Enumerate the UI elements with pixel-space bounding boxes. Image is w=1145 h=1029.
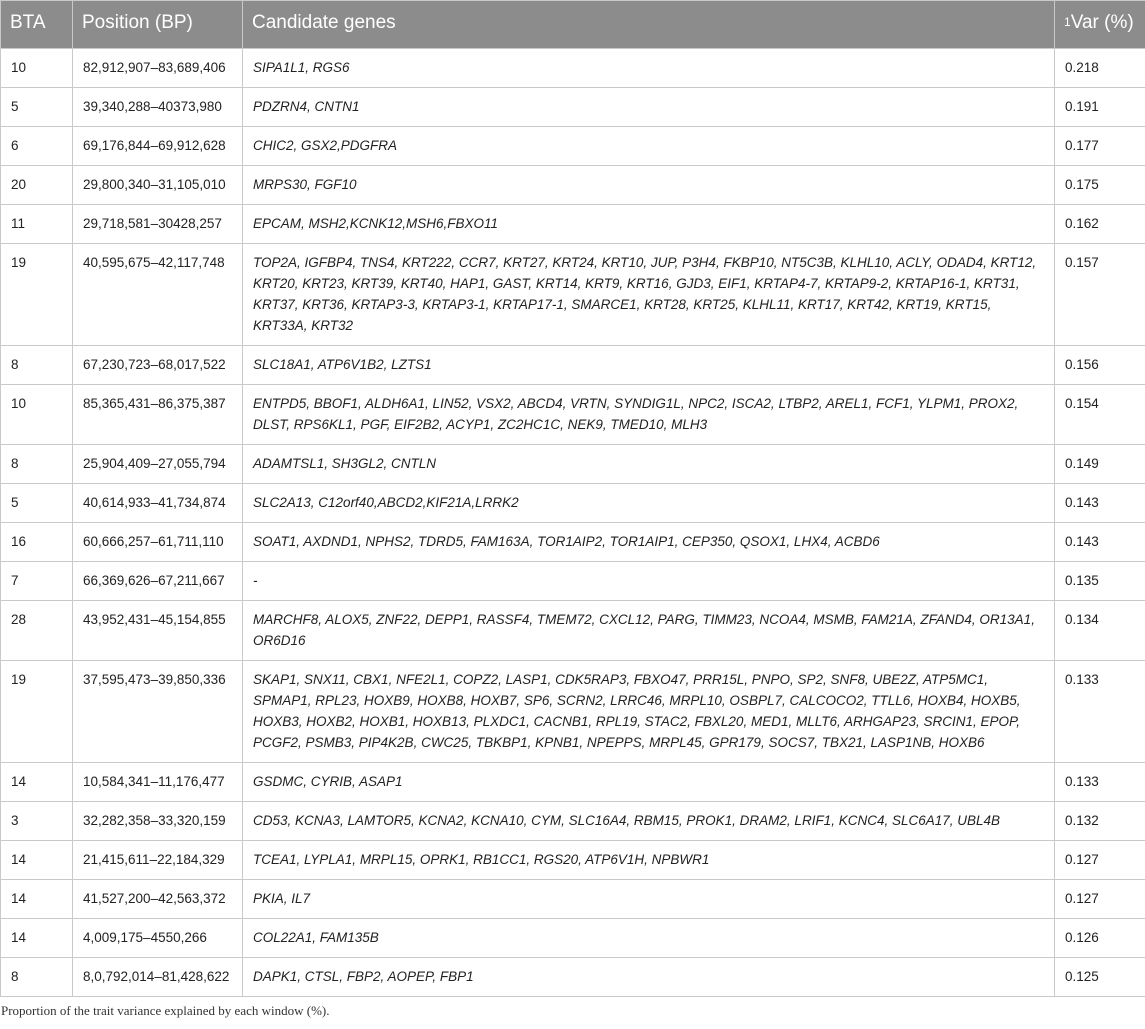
cell-candidate-genes: CD53, KCNA3, LAMTOR5, KCNA2, KCNA10, CYM, SLC16A4, RBM15, PROK1, DRAM2, LRIF1, KCNC4, SLC6A17, UBL4B <box>243 802 1055 841</box>
table-row <box>1 484 1145 523</box>
cell-position: 41,527,200–42,563,372 <box>73 880 243 919</box>
cell-var: 0.133 <box>1055 763 1145 802</box>
cell-var: 0.126 <box>1055 919 1145 958</box>
table-row <box>1 919 1145 958</box>
cell-bta: 14 <box>1 880 73 919</box>
cell-bta: 14 <box>1 919 73 958</box>
cell-position: 85,365,431–86,375,387 <box>73 385 243 445</box>
cell-bta: 3 <box>1 802 73 841</box>
cell-bta: 14 <box>1 841 73 880</box>
cell-var: 0.132 <box>1055 802 1145 841</box>
cell-candidate-genes: - <box>243 562 1055 601</box>
cell-position: 43,952,431–45,154,855 <box>73 601 243 661</box>
cell-position: 37,595,473–39,850,336 <box>73 661 243 763</box>
header-var <box>1055 1 1145 49</box>
cell-candidate-genes: TOP2A, IGFBP4, TNS4, KRT222, CCR7, KRT27, KRT24, KRT10, JUP, P3H4, FKBP10, NT5C3B, KLHL10, ACLY, ODAD4, KRT12, KRT20, KRT23, KRT39, KRT40, HAP1, GAST, KRT14, KRT9, KRT16, GJD3, EIF1, KRTAP4-7, KRTAP9-2, KRTAP16-1, KRT31, KRT37, KRT36, KRTAP3-3, KRTAP3-1, KRTAP17-1, SMARCE1, KRT28, KRT25, KLHL11, KRT17, KRT42, KRT19, KRT15, KRT33A, KRT32 <box>243 244 1055 346</box>
cell-candidate-genes: DAPK1, CTSL, FBP2, AOPEP, FBP1 <box>243 958 1055 997</box>
header-bta: BTA <box>1 1 73 49</box>
cell-bta: 16 <box>1 523 73 562</box>
cell-var: 0.218 <box>1055 49 1145 88</box>
table-row <box>1 841 1145 880</box>
cell-position: 82,912,907–83,689,406 <box>73 49 243 88</box>
cell-bta: 19 <box>1 244 73 346</box>
table-row <box>1 880 1145 919</box>
cell-candidate-genes: PDZRN4, CNTN1 <box>243 88 1055 127</box>
cell-bta: 11 <box>1 205 73 244</box>
cell-position: 25,904,409–27,055,794 <box>73 445 243 484</box>
cell-var: 0.127 <box>1055 880 1145 919</box>
cell-var: 0.156 <box>1055 346 1145 385</box>
table-row <box>1 88 1145 127</box>
cell-var: 0.157 <box>1055 244 1145 346</box>
table-footnote: Proportion of the trait variance explained by each window (%). <box>1 1003 330 1018</box>
table-row <box>1 385 1145 445</box>
cell-candidate-genes: COL22A1, FAM135B <box>243 919 1055 958</box>
table-row <box>1 127 1145 166</box>
cell-position: 8,0,792,014–81,428,622 <box>73 958 243 997</box>
cell-bta: 10 <box>1 49 73 88</box>
cell-candidate-genes: GSDMC, CYRIB, ASAP1 <box>243 763 1055 802</box>
cell-position: 69,176,844–69,912,628 <box>73 127 243 166</box>
table-row <box>1 49 1145 88</box>
cell-position: 66,369,626–67,211,667 <box>73 562 243 601</box>
header-candidate-genes: Candidate genes <box>243 1 1055 49</box>
cell-bta: 10 <box>1 385 73 445</box>
cell-candidate-genes: ENTPD5, BBOF1, ALDH6A1, LIN52, VSX2, ABCD4, VRTN, SYNDIG1L, NPC2, ISCA2, LTBP2, AREL1, FCF1, YLPM1, PROX2, DLST, RPS6KL1, PGF, EIF2B2, ACYP1, ZC2HC1C, NEK9, TMED10, MLH3 <box>243 385 1055 445</box>
cell-position: 21,415,611–22,184,329 <box>73 841 243 880</box>
table-row <box>1 244 1145 346</box>
cell-candidate-genes: SLC2A13, C12orf40,ABCD2,KIF21A,LRRK2 <box>243 484 1055 523</box>
header-position: Position (BP) <box>73 1 243 49</box>
table-row <box>1 346 1145 385</box>
cell-bta: 5 <box>1 88 73 127</box>
cell-position: 32,282,358–33,320,159 <box>73 802 243 841</box>
table-row <box>1 958 1145 997</box>
cell-bta: 8 <box>1 445 73 484</box>
cell-bta: 20 <box>1 166 73 205</box>
cell-candidate-genes: SIPA1L1, RGS6 <box>243 49 1055 88</box>
cell-candidate-genes: MRPS30, FGF10 <box>243 166 1055 205</box>
cell-position: 67,230,723–68,017,522 <box>73 346 243 385</box>
cell-position: 4,009,175–4550,266 <box>73 919 243 958</box>
table-body <box>1 49 1145 997</box>
header-var-label: Var (%) <box>1070 12 1134 33</box>
cell-position: 39,340,288–40373,980 <box>73 88 243 127</box>
cell-candidate-genes: CHIC2, GSX2,PDGFRA <box>243 127 1055 166</box>
table-row <box>1 763 1145 802</box>
cell-candidate-genes: EPCAM, MSH2,KCNK12,MSH6,FBXO11 <box>243 205 1055 244</box>
table-header-row <box>1 1 1145 49</box>
cell-var: 0.191 <box>1055 88 1145 127</box>
cell-candidate-genes: SKAP1, SNX11, CBX1, NFE2L1, COPZ2, LASP1, CDK5RAP3, FBXO47, PRR15L, PNPO, SP2, SNF8, UBE2Z, ATP5MC1, SPMAP1, RPL23, HOXB9, HOXB8, HOXB7, SP6, SCRN2, LRRC46, MRPL10, OSBPL7, CALCOCO2, TTLL6, HOXB4, HOXB5, HOXB3, HOXB2, HOXB1, HOXB13, PLXDC1, CACNB1, RPL19, STAC2, FBXL20, MED1, MLLT6, ARHGAP23, SRCIN1, EPOP, PCGF2, PSMB3, PIP4K2B, CWC25, TBKBP1, KPNB1, NPEPPS, MRPL45, GPR179, SOCS7, TBX21, LASP1NB, HOXB6 <box>243 661 1055 763</box>
cell-bta: 28 <box>1 601 73 661</box>
table-row <box>1 601 1145 661</box>
cell-var: 0.134 <box>1055 601 1145 661</box>
cell-candidate-genes: ADAMTSL1, SH3GL2, CNTLN <box>243 445 1055 484</box>
cell-candidate-genes: SLC18A1, ATP6V1B2, LZTS1 <box>243 346 1055 385</box>
cell-bta: 7 <box>1 562 73 601</box>
cell-var: 0.143 <box>1055 484 1145 523</box>
table-row <box>1 523 1145 562</box>
cell-bta: 6 <box>1 127 73 166</box>
cell-position: 10,584,341–11,176,477 <box>73 763 243 802</box>
cell-bta: 8 <box>1 346 73 385</box>
table-row <box>1 661 1145 763</box>
cell-var: 0.154 <box>1055 385 1145 445</box>
cell-bta: 8 <box>1 958 73 997</box>
cell-var: 0.135 <box>1055 562 1145 601</box>
header-var-footnote-marker: 1 <box>1064 15 1071 29</box>
cell-candidate-genes: SOAT1, AXDND1, NPHS2, TDRD5, FAM163A, TOR1AIP2, TOR1AIP1, CEP350, QSOX1, LHX4, ACBD6 <box>243 523 1055 562</box>
cell-var: 0.175 <box>1055 166 1145 205</box>
cell-candidate-genes: PKIA, IL7 <box>243 880 1055 919</box>
cell-position: 60,666,257–61,711,110 <box>73 523 243 562</box>
cell-var: 0.149 <box>1055 445 1145 484</box>
cell-var: 0.162 <box>1055 205 1145 244</box>
cell-var: 0.127 <box>1055 841 1145 880</box>
cell-var: 0.133 <box>1055 661 1145 763</box>
cell-bta: 5 <box>1 484 73 523</box>
cell-position: 29,718,581–30428,257 <box>73 205 243 244</box>
cell-candidate-genes: TCEA1, LYPLA1, MRPL15, OPRK1, RB1CC1, RGS20, ATP6V1H, NPBWR1 <box>243 841 1055 880</box>
cell-position: 40,595,675–42,117,748 <box>73 244 243 346</box>
cell-bta: 14 <box>1 763 73 802</box>
cell-position: 40,614,933–41,734,874 <box>73 484 243 523</box>
table-row <box>1 445 1145 484</box>
cell-var: 0.125 <box>1055 958 1145 997</box>
cell-var: 0.177 <box>1055 127 1145 166</box>
table-row <box>1 205 1145 244</box>
table-row <box>1 802 1145 841</box>
cell-var: 0.143 <box>1055 523 1145 562</box>
table-row <box>1 562 1145 601</box>
table-row <box>1 166 1145 205</box>
cell-position: 29,800,340–31,105,010 <box>73 166 243 205</box>
cell-bta: 19 <box>1 661 73 763</box>
cell-candidate-genes: MARCHF8, ALOX5, ZNF22, DEPP1, RASSF4, TMEM72, CXCL12, PARG, TIMM23, NCOA4, MSMB, FAM21A, ZFAND4, OR13A1, OR6D16 <box>243 601 1055 661</box>
